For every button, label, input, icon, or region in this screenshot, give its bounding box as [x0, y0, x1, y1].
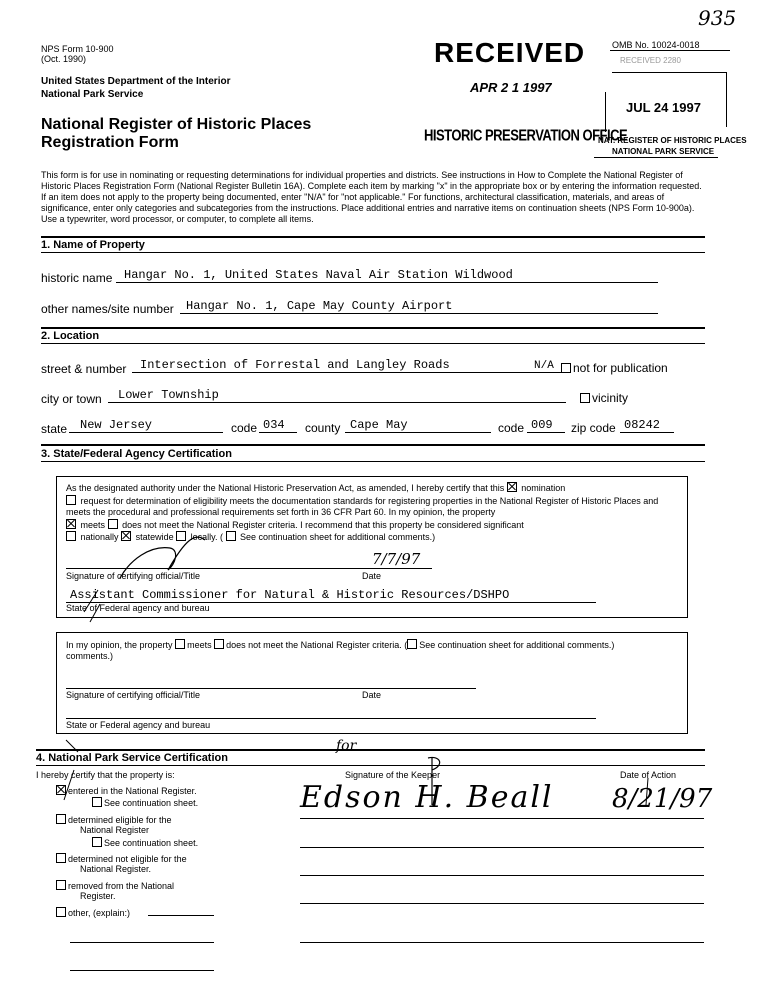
entered-checkbox[interactable]	[56, 785, 66, 795]
opinion-does-not-meet-checkbox[interactable]	[214, 639, 224, 649]
signature-label-2: Signature of certifying official/Title	[66, 690, 201, 700]
nat-register-stamp: NAT. REGISTER OF HISTORIC PLACES	[598, 136, 747, 145]
signature-label: Signature of certifying official/Title	[66, 571, 201, 581]
historic-name-label: historic name	[41, 271, 113, 285]
county-label: county	[305, 421, 341, 435]
county-code-label: code	[498, 421, 525, 435]
state-code-label: code	[231, 421, 258, 435]
form-date: (Oct. 1990)	[41, 54, 87, 64]
vicinity-label: vicinity	[592, 391, 629, 405]
keeper-label: Signature of the Keeper	[345, 770, 441, 780]
not-eligible-checkbox[interactable]	[56, 853, 66, 863]
form-subtitle: Registration Form	[41, 134, 179, 151]
state-label: state	[41, 422, 68, 436]
nomination-checkbox[interactable]	[507, 482, 517, 492]
for-annotation: for	[336, 738, 357, 754]
jul-date-stamp: JUL 24 1997	[626, 100, 701, 115]
request-checkbox[interactable]	[66, 495, 76, 505]
received-stamp: RECEIVED	[434, 37, 586, 68]
continuation-checkbox-2[interactable]	[407, 639, 417, 649]
date-of-action-value: 8/21/97	[612, 784, 713, 814]
section2-heading: 2. Location	[41, 330, 100, 342]
meets-checkbox[interactable]	[66, 519, 76, 529]
service: National Park Service	[41, 89, 144, 100]
section1-heading: 1. Name of Property	[41, 239, 145, 251]
nationally-checkbox[interactable]	[66, 531, 76, 541]
determined-eligible-line2: National Register	[80, 825, 150, 835]
intro-text: This form is for use in nominating or requesting determinations for individual properties and districts. See instructions in How to Complete the National Register of Historic Places Registration Form (National Register Bulletin 16A). Complete each item by marking "x" in the appropriate box or by entering the information requested. If an item does not apply to the property being documented, enter "N/A" for "not applicable." For functions, architectural classification, materials, and areas of significance, enter only categories and subcategories from the instructions. Place additional entries and narrative items on continuation sheets (NPS Form 10-900a). Use a typewriter, word processor, or computer, to complete all items.	[41, 170, 702, 224]
does-not-meet-checkbox[interactable]	[108, 519, 118, 529]
historic-name-value: Hangar No. 1, United States Naval Air Station Wildwood	[124, 268, 513, 282]
county-code-value: 009	[531, 418, 553, 432]
opinion-meets-checkbox[interactable]	[175, 639, 185, 649]
street-label: street & number	[41, 362, 127, 376]
not-for-publication-label: not for publication	[573, 361, 668, 375]
agency-value: Assistant Commissioner for Natural & Historic Resources/DSHPO	[70, 588, 510, 602]
cert-date-value: 7/7/97	[372, 550, 421, 568]
opinion-comments: comments.)	[66, 651, 114, 661]
zip-value: 08242	[624, 418, 661, 432]
handwritten-number: 935	[698, 6, 737, 30]
statewide-checkbox[interactable]	[121, 531, 131, 541]
department: United States Department of the Interior	[41, 76, 231, 87]
vicinity-checkbox[interactable]	[580, 393, 590, 403]
form-title: National Register of Historic Places	[41, 116, 312, 133]
removed-line2: Register.	[80, 891, 116, 901]
removed-checkbox[interactable]	[56, 880, 66, 890]
state-code-value: 034	[263, 418, 285, 432]
locally-checkbox[interactable]	[176, 531, 186, 541]
received-partial-stamp: RECEIVED 2280	[620, 56, 681, 65]
agency-label-2: State or Federal agency and bureau	[66, 720, 211, 730]
other-names-label: other names/site number	[41, 302, 174, 316]
omb-number: OMB No. 10024-0018	[612, 40, 700, 50]
form-number: NPS Form 10-900	[41, 44, 114, 54]
section4-heading: 4. National Park Service Certification	[36, 752, 228, 764]
date-of-action-label: Date of Action	[620, 770, 677, 780]
state-value: New Jersey	[80, 418, 153, 432]
nps-stamp: NATIONAL PARK SERVICE	[612, 147, 715, 156]
section3-heading: 3. State/Federal Agency Certification	[41, 448, 232, 460]
agency-label: State of Federal agency and bureau	[66, 603, 210, 613]
county-value: Cape May	[350, 418, 408, 432]
not-eligible-line2: National Register.	[80, 864, 152, 874]
entered-continuation-checkbox[interactable]	[92, 797, 102, 807]
received-date-stamp: APR 2 1 1997	[470, 80, 552, 95]
determined-eligible-checkbox[interactable]	[56, 814, 66, 824]
hpo-stamp: HISTORIC PRESERVATION OFFICE	[424, 126, 628, 144]
certification-text: As the designated authority under the National Historic Preservation Act, as amended, I hereby certify that this nomination request for determination of eligibility meets the documentation standards for registering properties in the National Register of Historic Places and meets the procedural and professional requirements set forth in 36 CFR Part 60. In my opinion, the property meets does not meet the National Register criteria. I recommend that this property be considered significant nationally statewide locally. ( See continuation sheet for additional comments.)	[66, 483, 659, 542]
na-value: N/A	[534, 360, 554, 372]
other-names-value: Hangar No. 1, Cape May County Airport	[186, 299, 453, 313]
keeper-signature: Edson H. Beall	[300, 780, 554, 815]
not-for-publication-checkbox[interactable]	[561, 363, 571, 373]
certify-text: I hereby certify that the property is:	[36, 770, 175, 780]
other-checkbox[interactable]	[56, 907, 66, 917]
date-label: Date	[362, 571, 382, 581]
opinion-text: In my opinion, the property	[66, 640, 173, 650]
street-value: Intersection of Forrestal and Langley Roads	[140, 358, 450, 372]
city-value: Lower Township	[118, 388, 219, 402]
eligible-continuation-checkbox[interactable]	[92, 837, 102, 847]
city-label: city or town	[41, 392, 102, 406]
date-label-2: Date	[362, 690, 382, 700]
zip-label: zip code	[571, 421, 616, 435]
continuation-checkbox-1[interactable]	[226, 531, 236, 541]
